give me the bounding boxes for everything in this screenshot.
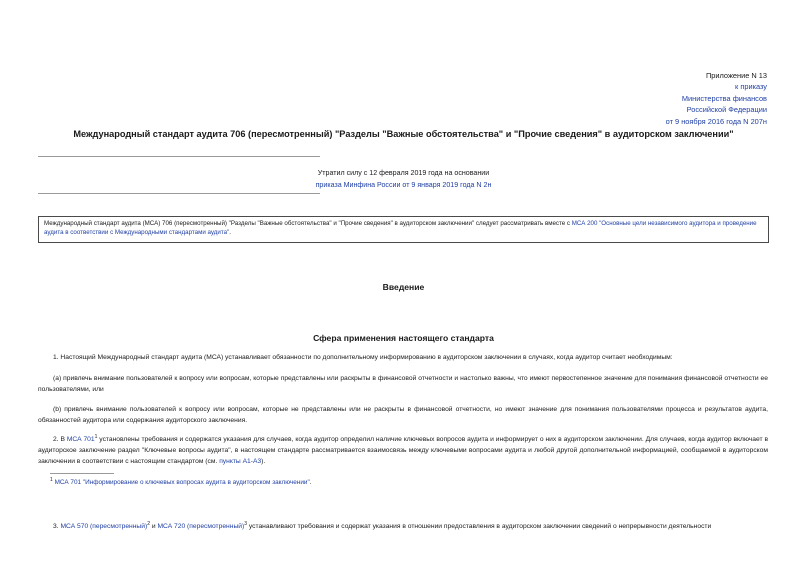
appendix-country-link[interactable]: Российской Федерации bbox=[686, 105, 767, 115]
appendix-date-link[interactable]: от 9 ноября 2016 года N 207н bbox=[665, 116, 767, 126]
p3-and: и bbox=[151, 523, 156, 530]
isa701-link[interactable]: МСА 701 bbox=[66, 436, 95, 443]
paragraph-1b: (b) привлечь внимание пользователей к вопросу или вопросам, которые не представлены или не раскрыты в финансовой отчетности, но имеют значение для понимания пользователями процесса и результатов аудита, обязанностей аудитора или содержания аудиторского заключения. bbox=[38, 406, 768, 424]
heading-scope: Сфера применения настоящего стандарта bbox=[313, 333, 494, 343]
appendix-order-link[interactable]: к приказу bbox=[735, 82, 767, 92]
note-box bbox=[38, 216, 769, 243]
footnote-1 bbox=[50, 476, 312, 486]
status-order-link[interactable]: приказа Минфина России от 9 января 2019 года N 2н bbox=[315, 181, 492, 189]
footnote-divider bbox=[50, 473, 114, 474]
p3-text: устанавливают требования и содержат указания в отношении предоставления в аудиторском заключении сведений о непрерывности деятельности bbox=[248, 523, 712, 530]
divider-bottom bbox=[38, 193, 320, 194]
isa570-link[interactable]: МСА 570 (пересмотренный) bbox=[60, 523, 148, 530]
footnote-ref-1[interactable]: 1 bbox=[94, 433, 98, 440]
note-end: . bbox=[229, 228, 231, 236]
points-a1-a3-link[interactable]: пункты A1-A3 bbox=[219, 458, 262, 465]
p2-text: установлены требования и содержатся указания для случаев, когда аудитор определил наличие ключевых вопросов аудита и информирует о них в аудиторском заключении. Для случаев, когда аудитор включает в аудиторское заключение раздел "Ключевые вопросы аудита", в настоящем стандарте рассматривается взаимосвязь между ключевыми вопросами аудита и любой другой дополнительной информацией, сообщаемой в аудиторском заключении в соответствии с настоящим стандартом (см. bbox=[38, 436, 769, 465]
paragraph-2 bbox=[38, 434, 768, 467]
p3-prefix: 3. bbox=[53, 523, 59, 530]
footnote-ref-2[interactable]: 2 bbox=[147, 521, 150, 527]
status-text: Утратил силу с 12 февраля 2019 года на основании bbox=[317, 169, 490, 177]
footnote-mark: 1 bbox=[50, 476, 53, 483]
appendix-block bbox=[547, 70, 767, 127]
note-text: Международный стандарт аудита (МСА) 706 (пересмотренный) "Разделы "Важные обстоятельства" и "Прочие сведения" в аудиторском заключении" следует рассматривать вместе с bbox=[44, 220, 570, 227]
status-block bbox=[250, 167, 557, 191]
paragraph-1: 1. Настоящий Международный стандарт аудита (МСА) устанавливает обязанности по дополнительному информированию в аудиторском заключении в случаях, когда аудитор считает необходимым: bbox=[53, 354, 673, 361]
heading-introduction: Введение bbox=[382, 282, 425, 292]
document-title: Международный стандарт аудита 706 (пересмотренный) "Разделы "Важные обстоятельства" и "Прочие сведения" в аудиторском заключении" bbox=[73, 129, 734, 139]
paragraph-1a: (a) привлечь внимание пользователей к вопросу или вопросам, которые представлены или раскрыты в финансовой отчетности и настолько важны, что имеют первостепенное значение для понимания финансовой отчетности ее пользователями, или bbox=[38, 375, 768, 393]
paragraph-3 bbox=[38, 521, 768, 533]
appendix-number: Приложение N 13 bbox=[705, 71, 767, 80]
footnote-end: . bbox=[309, 479, 312, 486]
divider-top bbox=[38, 156, 320, 157]
isa200-link[interactable]: МСА 200 "Основные цели независимого аудитора и проведение аудита в соответствии с Международными стандартами аудита" bbox=[44, 220, 757, 236]
isa720-link[interactable]: МСА 720 (пересмотренный) bbox=[157, 523, 245, 530]
p2-end: ). bbox=[261, 458, 266, 465]
footnote-ref-3[interactable]: 3 bbox=[244, 521, 247, 527]
footnote-isa701-link[interactable]: МСА 701 "Информирование о ключевых вопросах аудита в аудиторском заключении" bbox=[54, 479, 310, 486]
appendix-ministry-link[interactable]: Министерства финансов bbox=[681, 93, 767, 103]
p2-prefix: 2. В bbox=[53, 436, 65, 443]
